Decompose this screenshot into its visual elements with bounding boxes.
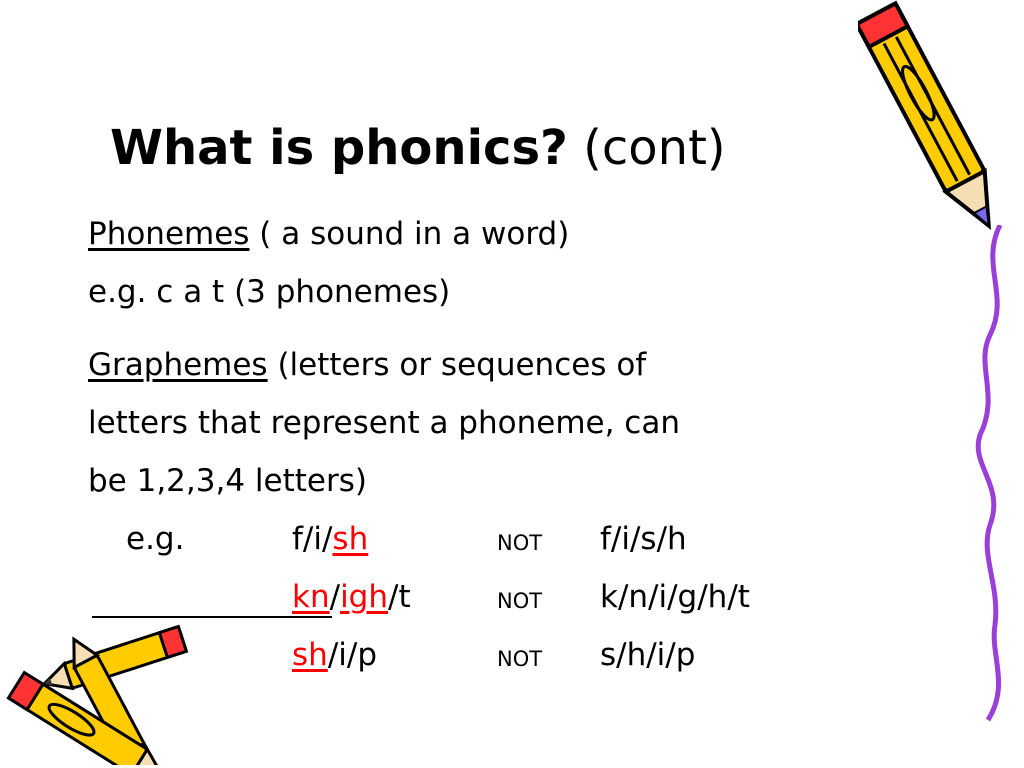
pencils-icon [0, 615, 215, 765]
slide-title [110, 122, 726, 175]
grapheme-part: /i/p [327, 637, 377, 673]
graphemes-term: Graphemes [88, 347, 268, 383]
eg-label: e.g. [126, 521, 185, 557]
example-row-3-wrong: s/h/i/p [600, 637, 696, 673]
phonemes-example: e.g. c a t (3 phonemes) [88, 274, 451, 310]
phonemes-term: Phonemes [88, 216, 250, 252]
grapheme-highlight: kn [292, 579, 330, 615]
example-row-2-wrong: k/n/i/g/h/t [600, 579, 750, 615]
example-row-3-correct [292, 637, 377, 674]
graphemes-definition-1: (letters or sequences of [267, 347, 647, 383]
title-main: What is phonics? [110, 120, 568, 176]
phonemes-definition: ( a sound in a word) [249, 216, 570, 252]
phonemes-line [88, 216, 569, 253]
grapheme-highlight: sh [332, 521, 369, 557]
graphemes-definition-2: letters that represent a phoneme, can [88, 405, 680, 441]
graphemes-line [88, 347, 646, 384]
graphemes-definition-3: be 1,2,3,4 letters) [88, 463, 367, 499]
example-row-1-wrong: f/i/s/h [600, 521, 687, 557]
title-suffix: (cont) [583, 120, 726, 176]
example-row-1-correct [292, 521, 368, 558]
not-label: NOT [497, 531, 543, 555]
not-label: NOT [497, 589, 543, 613]
pencil-icon [858, 0, 1008, 250]
grapheme-part: f/i/ [292, 521, 333, 557]
squiggle-line-icon [960, 225, 1024, 725]
example-row-2-correct [292, 579, 411, 616]
grapheme-highlight: sh [292, 637, 328, 673]
grapheme-part: / [329, 579, 341, 615]
grapheme-part: /t [388, 579, 411, 615]
grapheme-highlight: igh [340, 579, 389, 615]
not-label: NOT [497, 647, 543, 671]
